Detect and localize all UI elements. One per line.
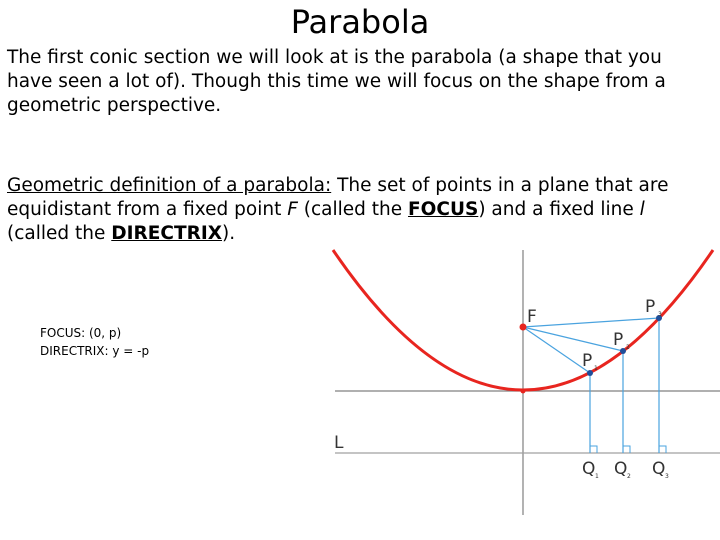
- definition-text-4: (called the: [7, 223, 112, 244]
- focus-symbol: F: [287, 199, 298, 220]
- right-angle-mark-Q1: [590, 446, 597, 453]
- label-Q1: Q: [582, 459, 596, 479]
- label-P3: P: [645, 297, 656, 317]
- label-P1-subscript: 1: [594, 365, 598, 372]
- definition-text-3: ) and a fixed line: [478, 199, 640, 220]
- intro-paragraph: The first conic section we will look at is the parabola (a shape that you have seen a lot of). Though this time we will focus on the shape from a geometric perspective.: [7, 47, 666, 116]
- label-Q2-subscript: 2: [627, 473, 631, 480]
- vertex-point: [521, 389, 526, 394]
- label-L: L: [334, 433, 344, 453]
- label-P3-subscript: 3: [658, 311, 662, 318]
- focus-formula: FOCUS: (0, p): [40, 326, 122, 340]
- segment-F-P3: [523, 318, 659, 327]
- label-Q3-subscript: 3: [665, 473, 669, 480]
- right-angle-mark-Q3: [659, 446, 666, 453]
- segment-F-P1: [523, 327, 593, 373]
- label-Q3: Q: [652, 459, 666, 479]
- focus-term: FOCUS: [408, 199, 479, 220]
- segment-F-P2: [523, 327, 623, 351]
- label-P2-subscript: 2: [626, 344, 630, 351]
- label-P2: P: [613, 330, 624, 350]
- label-Q1-subscript: 1: [595, 473, 599, 480]
- line-symbol: l: [639, 199, 645, 220]
- definition-text-5: ).: [221, 223, 236, 244]
- definition-text-1: The set of points in a plane that are equidistant from a fixed point: [7, 175, 669, 220]
- focus-point: [520, 324, 527, 331]
- definition-lead: Geometric definition of a parabola:: [7, 175, 332, 196]
- label-F: F: [527, 307, 537, 327]
- slide-title: Parabola: [290, 3, 430, 41]
- right-angle-mark-Q2: [623, 446, 630, 453]
- label-Q2: Q: [614, 459, 628, 479]
- definition-text-2: (called the: [297, 199, 409, 220]
- label-P1: P: [582, 351, 593, 371]
- directrix-formula: DIRECTRIX: y = -p: [40, 344, 150, 358]
- directrix-term: DIRECTRIX: [111, 223, 222, 244]
